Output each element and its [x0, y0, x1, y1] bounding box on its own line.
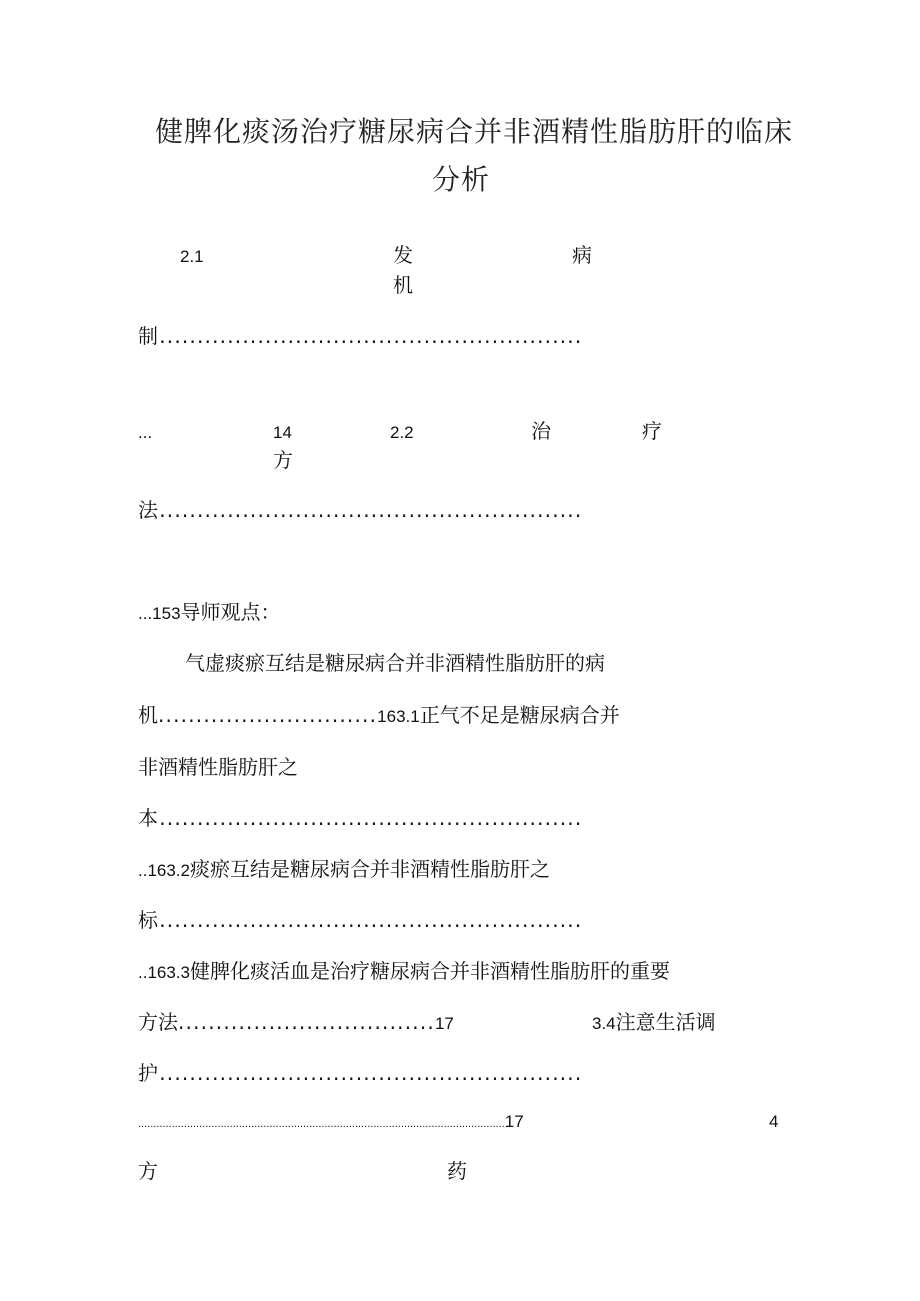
toc-page-number: 17	[504, 1112, 524, 1131]
dot-leader: ........................................................	[159, 908, 583, 932]
toc-section-number[interactable]: 4	[769, 1112, 779, 1131]
document-title-line-2: 分析	[432, 163, 491, 196]
toc-entry-3-4-line-3[interactable]	[138, 1113, 524, 1130]
toc-page-and-section: 163.1	[377, 707, 420, 726]
dot-leader: ........................................................	[159, 1061, 583, 1085]
toc-section-number: 3.4	[592, 1014, 616, 1033]
toc-label-char: 治	[531, 419, 551, 443]
toc-label: 注意生活调	[615, 1010, 716, 1034]
toc-page-number: 14	[273, 423, 292, 442]
toc-entry-3-2-line-2[interactable]: 标........................................................	[138, 908, 583, 932]
document-title-line-1: 健脾化痰汤治疗糖尿病合并非酒精性脂肪肝的临床	[155, 115, 794, 148]
toc-entry-3-1-line-2[interactable]: 本........................................................	[138, 806, 583, 830]
toc-entry-3-4-line-1[interactable]	[592, 1012, 716, 1032]
toc-label-end: 法........................................................	[138, 498, 583, 522]
toc-section-number: 2.1	[180, 247, 204, 266]
toc-label-char: 方	[138, 1159, 158, 1183]
dot-leader: ........................................................	[159, 806, 583, 830]
toc-page-and-section: ...153	[138, 604, 181, 623]
toc-entry-3-3-line-1[interactable]	[138, 961, 670, 981]
toc-label-char: 发	[393, 243, 413, 267]
toc-label-char: 机	[393, 273, 413, 297]
toc-page-and-section: ..163.2	[138, 861, 190, 880]
toc-entry-3-3-line-2[interactable]: 方法..................................17	[138, 1010, 454, 1034]
toc-label: 痰瘀互结是糖尿病合并非酒精性脂肪肝之	[190, 857, 550, 881]
dot-leader: ........................................................................................................................	[138, 1118, 505, 1130]
toc-page-and-section: ..163.3	[138, 963, 190, 982]
toc-entry-3-1-line-1[interactable]: 非酒精性脂肪肝之	[138, 755, 298, 779]
toc-label-end: 制........................................................	[138, 324, 583, 348]
toc-label-char: 药	[447, 1159, 467, 1183]
dot-leader: ..................................	[178, 1010, 435, 1034]
toc-entry-3-4-line-2[interactable]: 护........................................................	[138, 1061, 583, 1085]
dot-leader: ........................................................	[159, 498, 583, 522]
toc-ellipsis: ...	[138, 423, 153, 442]
toc-label-char: 疗	[642, 419, 662, 443]
toc-page-number: 17	[434, 1014, 454, 1033]
dot-leader: .............................	[158, 703, 378, 727]
toc-label: 正气不足是糖尿病合并	[419, 703, 620, 727]
toc-label: 导师观点：	[180, 600, 281, 624]
toc-entry-3-2-line-1[interactable]	[138, 859, 550, 879]
toc-entry-3-intro-line-1[interactable]: 气虚痰瘀互结是糖尿病合并非酒精性脂肪肝的病	[185, 651, 605, 675]
toc-entry-3-intro-line-2[interactable]: 机.............................163.1正气不足是糖尿病合并	[138, 703, 620, 727]
toc-label-char: 方	[273, 448, 293, 472]
toc-section-number: 2.2	[390, 423, 414, 442]
toc-label: 健脾化痰活血是治疗糖尿病合并非酒精性脂肪肝的重要	[190, 959, 670, 983]
toc-label-char: 病	[572, 243, 592, 267]
dot-leader: ........................................................	[159, 324, 583, 348]
toc-entry-3[interactable]	[138, 602, 281, 622]
